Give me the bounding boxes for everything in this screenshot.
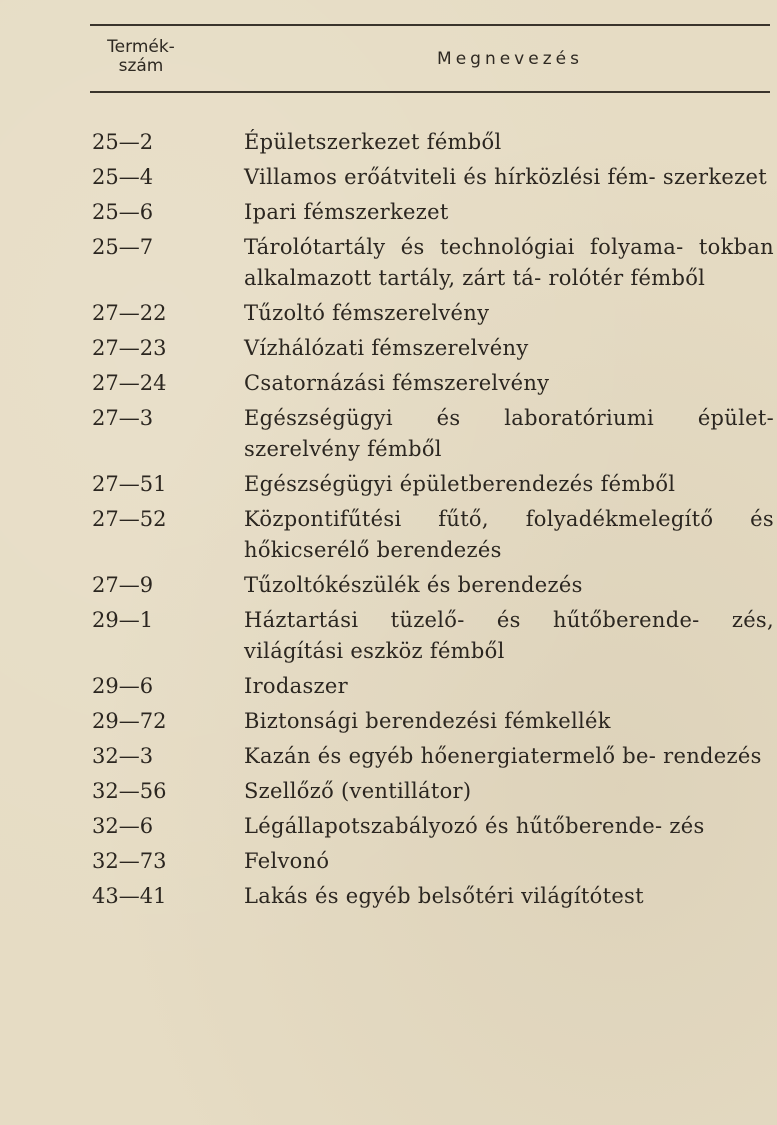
product-name: Irodaszer — [244, 674, 348, 698]
list-item — [0, 232, 777, 294]
product-name: Felvonó — [244, 849, 330, 873]
column-header-product-number-line1: Termék- — [107, 37, 175, 57]
list-item — [0, 162, 777, 193]
list-item — [0, 333, 777, 364]
product-code: 29—1 — [92, 608, 154, 632]
product-name: Központifűtési fűtő, folyadékmelegítő és hőkicserélő berendezés — [244, 507, 774, 562]
product-name: Lakás és egyéb belsőtéri világítótest — [244, 884, 644, 908]
product-name: Tűzoltókészülék és berendezés — [244, 573, 583, 597]
product-code: 29—72 — [92, 709, 167, 733]
column-header-product-number-line2: szám — [118, 56, 164, 76]
list-item — [0, 671, 777, 702]
list-item — [0, 368, 777, 399]
product-code: 32—73 — [92, 849, 167, 873]
product-code: 32—6 — [92, 814, 154, 838]
product-code: 27—22 — [92, 301, 167, 325]
product-name: Tárolótartály és technológiai folyama- tokban alkalmazott tartály, zárt tá- rolótér fémből — [244, 235, 774, 290]
list-item — [0, 197, 777, 228]
product-code: 32—56 — [92, 779, 167, 803]
product-code: 25—2 — [92, 130, 154, 154]
product-name: Vízhálózati fémszerelvény — [244, 336, 529, 360]
list-item — [0, 846, 777, 877]
list-item — [0, 881, 777, 912]
header-bottom-rule — [90, 91, 770, 93]
product-name: Csatornázási fémszerelvény — [244, 371, 550, 395]
list-item — [0, 403, 777, 465]
list-item — [0, 504, 777, 566]
list-item — [0, 741, 777, 772]
product-code: 29—6 — [92, 674, 154, 698]
product-code: 25—4 — [92, 165, 154, 189]
product-code: 32—3 — [92, 744, 154, 768]
product-code: 27—3 — [92, 406, 154, 430]
product-code: 27—52 — [92, 507, 167, 531]
list-item — [0, 605, 777, 667]
product-name: Tűzoltó fémszerelvény — [244, 301, 490, 325]
product-name: Szellőző (ventillátor) — [244, 779, 472, 803]
product-code: 25—7 — [92, 235, 154, 259]
column-header-name: Megnevezés — [437, 49, 583, 69]
product-code: 27—51 — [92, 472, 167, 496]
product-code: 27—23 — [92, 336, 167, 360]
list-item — [0, 776, 777, 807]
product-name: Biztonsági berendezési fémkellék — [244, 709, 611, 733]
product-code: 43—41 — [92, 884, 167, 908]
product-code: 27—9 — [92, 573, 154, 597]
list-item — [0, 298, 777, 329]
product-name: Egészségügyi épületberendezés fémből — [244, 472, 676, 496]
product-list — [0, 127, 777, 916]
list-item — [0, 469, 777, 500]
list-item — [0, 570, 777, 601]
product-name: Épületszerkezet fémből — [244, 130, 502, 154]
product-name: Ipari fémszerkezet — [244, 200, 449, 224]
product-code: 27—24 — [92, 371, 167, 395]
header-top-rule — [90, 24, 770, 26]
product-name: Háztartási tüzelő- és hűtőberende- zés, világítási eszköz fémből — [244, 608, 774, 663]
product-name: Kazán és egyéb hőenergiatermelő be- rendezés — [244, 744, 762, 768]
list-item — [0, 127, 777, 158]
product-name: Egészségügyi és laboratóriumi épület- szerelvény fémből — [244, 406, 774, 461]
list-item — [0, 706, 777, 737]
product-name: Villamos erőátviteli és hírközlési fém- szerkezet — [244, 165, 767, 189]
product-name: Légállapotszabályozó és hűtőberende- zés — [244, 814, 705, 838]
column-header-product-number — [96, 38, 186, 76]
list-item — [0, 811, 777, 842]
product-code: 25—6 — [92, 200, 154, 224]
